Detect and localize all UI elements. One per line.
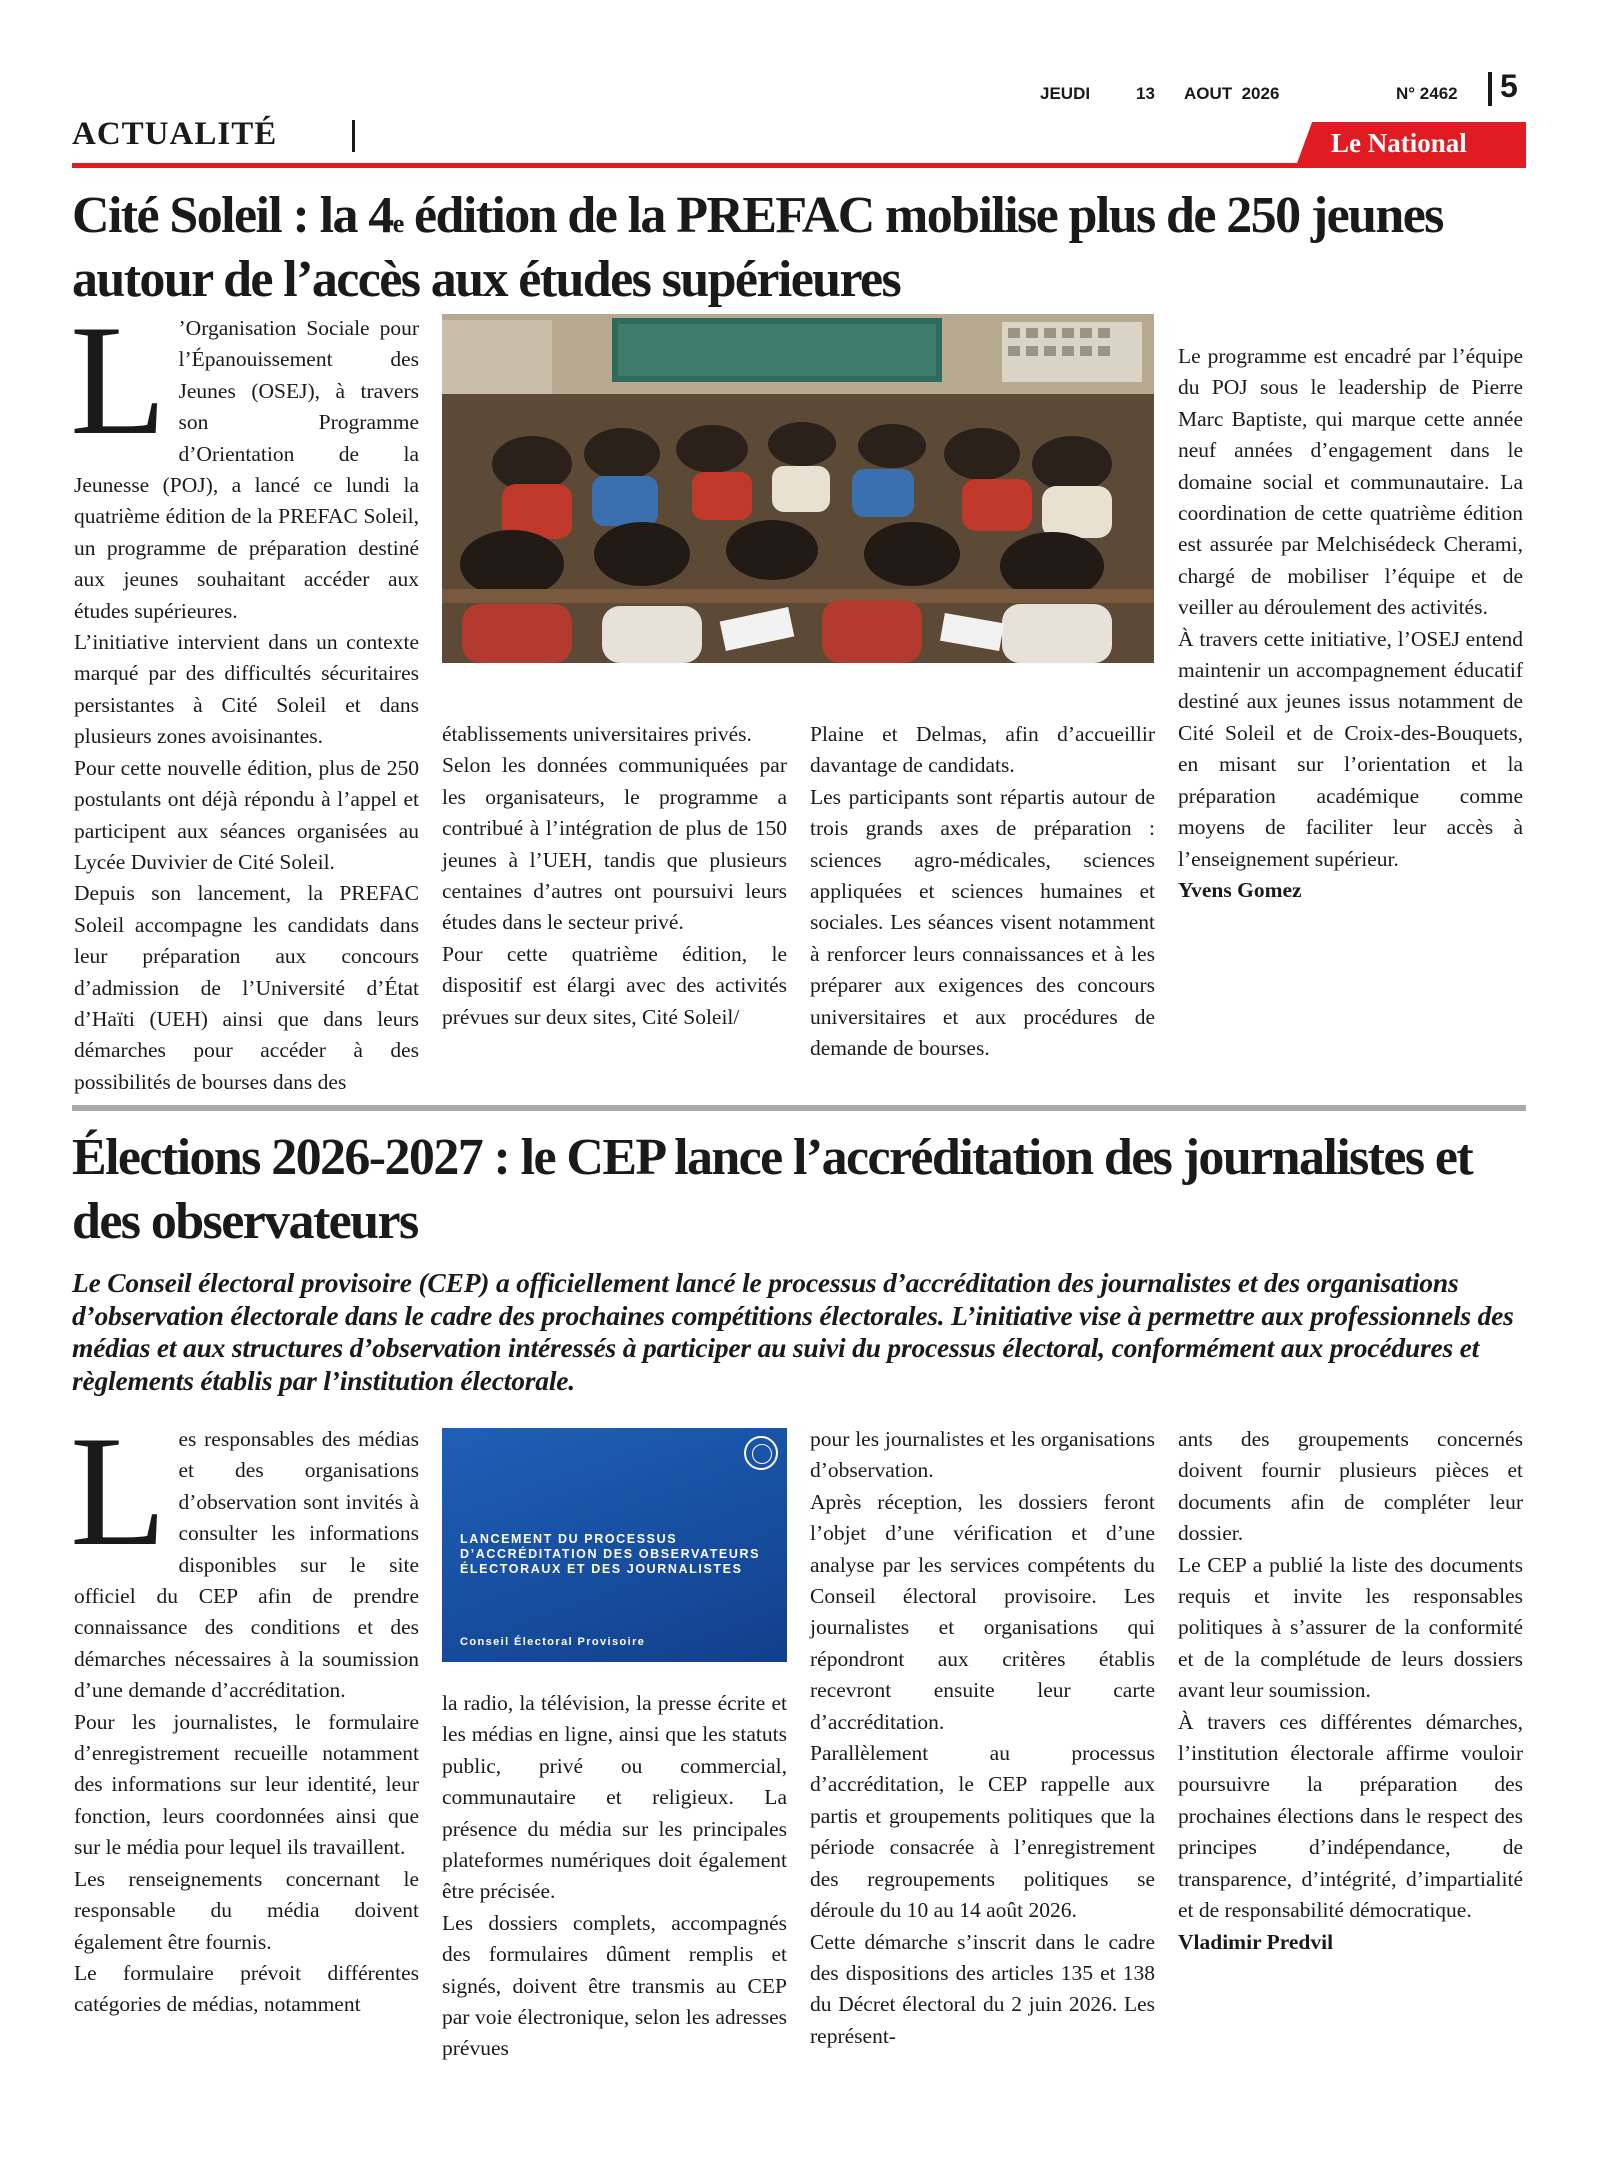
article2-col1-paragraph: Pour les journalistes, le formulaire d’enregistrement recueille notamment des informations sur leur identité, leur fonction, leurs coordonnées ainsi que sur le média pour lequel ils travaillent. xyxy=(74,1709,419,1860)
article2-col3-paragraph: pour les journalistes et les organisations d’observation. xyxy=(810,1427,1155,1483)
article1-column-4 xyxy=(1178,341,1523,906)
article2-col1-paragraph: Le formulaire prévoit différentes catégories de médias, notamment xyxy=(74,1960,419,2017)
classroom-photo-illustration xyxy=(442,314,1154,663)
article1-col1-paragraph: Depuis son lancement, la PREFAC Soleil accompagne les candidats dans leur préparation aux concours d’admission de l’Université d’État d’Haïti (UEH) ainsi que dans leurs démarches pour accéder à des possibilités de bourses dans des xyxy=(74,881,419,1094)
page-number-separator xyxy=(1488,72,1492,106)
article1-col2-paragraph: établissements universitaires privés. xyxy=(442,722,752,746)
classroom-photo xyxy=(442,314,1154,663)
article2-col4-paragraph: ants des groupements concernés doivent fournir plusieurs pièces et documents afin de compléter leur dossier. xyxy=(1178,1427,1523,1546)
section-divider xyxy=(352,120,355,152)
article2-column-4 xyxy=(1178,1424,1523,1958)
article1-headline-superscript: e xyxy=(392,209,403,238)
article2-headline: Élections 2026-2027 : le CEP lance l’accréditation des journalistes et des observateurs xyxy=(72,1129,1473,1250)
article1-column-3 xyxy=(810,719,1155,1064)
issue-number: N° 2462 xyxy=(1396,84,1458,103)
article1-col4-paragraph: À travers cette initiative, l’OSEJ entend maintenir un accompagnement éducatif destiné aux jeunes issus notamment de Cité Soleil et de Croix-des-Bouquets, en misant sur l’orientation et la préparation académique comme moyens de faciliter leur accès à l’enseignement supérieur. xyxy=(1178,626,1523,871)
article1-col2-paragraph: Pour cette quatrième édition, le dispositif est élargi avec des activités prévues sur deux sites, Cité Soleil/ xyxy=(442,941,787,1029)
article2-byline: Vladimir Predvil xyxy=(1178,1929,1334,1954)
article1-headline xyxy=(72,184,1532,312)
article1-col1-paragraph: L’initiative intervient dans un contexte marqué par des difficultés sécuritaires persistantes à Cité Soleil et dans plusieurs zones avoisinantes. xyxy=(74,630,419,749)
article2-col1-paragraph: es responsables des médias et des organisations d’observation sont invités à consulter les informations disponibles sur le site officiel du CEP afin de prendre connaissance des conditions et des démarches nécessaires à la soumission d’une demande d’accréditation. xyxy=(74,1427,419,1703)
article1-headline-text-a: Cité Soleil : la 4 xyxy=(72,187,393,244)
article1-col3-paragraph: Plaine et Delmas, afin d’accueillir davantage de candidats. xyxy=(810,722,1155,778)
article1-column-2 xyxy=(442,719,787,1033)
article1-dropcap: L xyxy=(70,293,167,468)
article2-col3-paragraph: Parallèlement au processus d’accréditation, le CEP rappelle aux partis et groupements politiques que la période consacrée à l’enregistrement des regroupements politiques se déroule du 10 au 14 août 2026. xyxy=(810,1741,1155,1923)
article2-col4-paragraph: À travers ces différentes démarches, l’institution électorale affirme vouloir poursuivre la préparation des prochaines élections dans le respect des principes d’indépendance, de transparence, d’intégrité, d’impartialité et de responsabilité démocratique. xyxy=(1178,1709,1523,1923)
article2-dropcap: L xyxy=(70,1404,167,1579)
article2-col2-paragraph: Les dossiers complets, accompagnés des formulaires dûment remplis et signés, doivent être transmis au CEP par voie électronique, selon les adresses prévues xyxy=(442,1910,787,2061)
article1-col1-paragraph: Pour cette nouvelle édition, plus de 250 postulants ont déjà répondu à l’appel et participent aux séances organisées au Lycée Duvivier de Cité Soleil. xyxy=(74,755,419,874)
article2-column-2 xyxy=(442,1688,787,2065)
article2-column-1 xyxy=(70,1404,419,2021)
article2-col4-paragraph: Le CEP a publié la liste des documents requis et invite les responsables politiques à s’assurer de la conformité et de la complétude de leurs dossiers avant leur soumission. xyxy=(1178,1552,1523,1703)
article2-lede: Le Conseil électoral provisoire (CEP) a officiellement lancé le processus d’accréditation des journalistes et des organisations d’observation électorale dans le cadre des prochaines compétitions électorales. L’initiative vise à permettre aux professionnels des médias et aux structures d’observation intéressés à participer au suivi du processus électoral, conformément aux procédures et règlements établis par l’institution électorale. xyxy=(72,1267,1514,1396)
article1-col4-paragraph: Le programme est encadré par l’équipe du POJ sous le leadership de Pierre Marc Baptiste, qui marque cette année neuf années d’engagement dans le domaine social et communautaire. La coordination de cette quatrième édition est assurée par Melchisédeck Cherami, chargé de mobiliser l’équipe et de veiller au déroulement des activités. xyxy=(1178,344,1523,620)
article1-col3-paragraph: Les participants sont répartis autour de trois grands axes de préparation : sciences agro-médicales, sciences appliquées et sciences humaines et sociales. Les séances visent notamment à renforcer leurs connaissances et à les préparer aux exigences des concours universitaires et aux procédures de demande de bourses. xyxy=(810,784,1155,1061)
article2-col1-paragraph: Les renseignements concernant le responsable du média doivent également être fournis. xyxy=(74,1866,419,1954)
header-rule xyxy=(72,163,1526,168)
article1-byline: Yvens Gomez xyxy=(1178,877,1302,902)
header-date-month-year: AOUT 2026 xyxy=(1184,84,1280,103)
brand-name: Le National xyxy=(1331,128,1467,158)
article2-column-3 xyxy=(810,1424,1155,2052)
article-separator xyxy=(72,1105,1526,1111)
header-date-day: 13 xyxy=(1136,84,1155,103)
article1-col2-paragraph: Selon les données communiquées par les organisateurs, le programme a contribué à l’intégration de plus de 150 jeunes à l’UEH, tandis que plusieurs centaines d’autres ont poursuivi leurs études dans le secteur privé. xyxy=(442,753,787,935)
poster-footer: Conseil Électoral Provisoire xyxy=(460,1636,646,1648)
section-label: ACTUALITÉ xyxy=(72,116,278,152)
article2-col2-paragraph: la radio, la télévision, la presse écrite et les médias en ligne, ainsi que les statuts public, privé ou commercial, communautaire et religieux. La présence du média sur les principales plateformes numériques doit également être précisée. xyxy=(442,1691,787,1904)
article2-col3-paragraph: Cette démarche s’inscrit dans le cadre des dispositions des articles 135 et 138 du Décret électoral du 2 juin 2026. Les représent- xyxy=(810,1929,1155,2048)
article1-column-1 xyxy=(70,293,419,1098)
article2-col3-paragraph: Après réception, les dossiers feront l’objet d’une vérification et d’une analyse par les services compétents du Conseil électoral provisoire. Les journalistes et organisations qui répondront aux critères établis recevront ensuite leur carte d’accréditation. xyxy=(810,1489,1155,1734)
page-number: 5 xyxy=(1500,68,1518,104)
article1-col1-paragraph: ’Organisation Sociale pour l’Épanouissement des Jeunes (OSEJ), à travers son Programme d’Orientation de la Jeunesse (POJ), a lancé ce lundi la quatrième édition de la PREFAC Soleil, un programme de préparation destiné aux jeunes souhaitant accéder aux études supérieures. xyxy=(74,316,419,623)
header-day: JEUDI xyxy=(1040,84,1091,103)
cep-poster xyxy=(442,1428,787,1662)
article1-headline-text-b: édition de la PREFAC mobilise plus de 250 jeunes autour de l’accès aux études supérieures xyxy=(72,187,1443,308)
cep-seal-icon xyxy=(744,1436,778,1470)
poster-title: LANCEMENT DU PROCESSUS D’ACCRÉDITATION DES OBSERVATEURS ÉLECTORAUX ET DES JOURNALISTES xyxy=(460,1532,761,1576)
